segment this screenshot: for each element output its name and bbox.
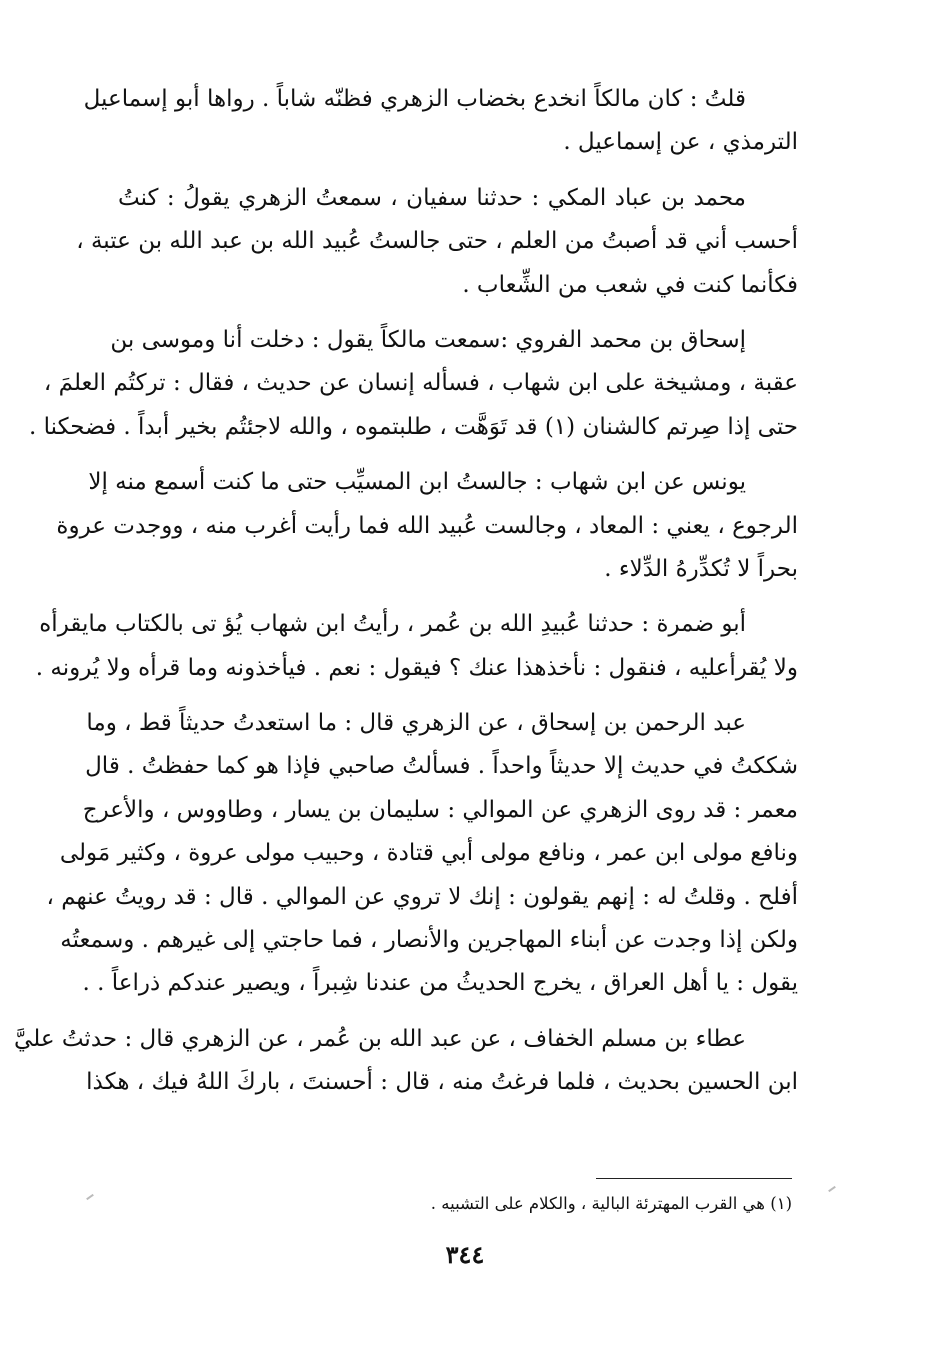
scan-mark bbox=[86, 1194, 94, 1200]
text-line: أحسب أني قد أصبتُ من العلم ، حتى جالستُ عُبيد الله بن عبد الله بن عتبة ، bbox=[76, 228, 798, 255]
paragraph bbox=[29, 319, 798, 449]
text-line: يقول : يا أهل العراق ، يخرج الحديثُ من عندنا شِبراً ، ويصير عندكم ذراعاً . . bbox=[82, 970, 798, 997]
text-line: فكأنما كنت في شعب من الشِّعاب . bbox=[462, 271, 798, 298]
paragraph bbox=[76, 177, 798, 307]
text-line: بحراً لا تُكدِّرهُ الدِّلاء . bbox=[604, 555, 798, 582]
text-line: قلتُ : كان مالكاً انخدع بخضاب الزهري فظنّه شاباً . رواها أبو إسماعيل bbox=[83, 86, 746, 112]
text-line: محمد بن عباد المكي : حدثنا سفيان ، سمعتُ الزهري يقولُ : كنتُ bbox=[118, 184, 746, 211]
text-line: ونافع مولى ابن عمر ، ونافع مولى أبي قتادة ، وحبيب مولى عروة ، وكثير مَولى bbox=[59, 840, 798, 867]
text-line: عقبة ، ومشيخة على ابن شهاب ، فسأله إنسان عن حديث ، فقال : تركتُم العلمَ ، bbox=[43, 370, 798, 397]
paragraph bbox=[14, 1018, 798, 1105]
paragraph bbox=[83, 78, 798, 165]
text-line: الترمذي ، عن إسماعيل . bbox=[563, 129, 798, 156]
page-number: ٣٤٤ bbox=[445, 1240, 485, 1269]
scan-mark bbox=[828, 1186, 836, 1192]
paragraph bbox=[35, 603, 798, 690]
text-line: ولا يُقرأعليه ، فنقول : نأخذهذا عنك ؟ فيقول : نعم . فيأخذونه وما قرأه ولا يُرونه . bbox=[35, 654, 798, 681]
main-text bbox=[14, 78, 798, 1117]
text-line: معمر : قد روى الزهري عن الموالي : سليمان بن يسار ، وطاووس ، والأعرج bbox=[82, 796, 798, 823]
text-line: إسحاق بن محمد الفروي :سمعت مالكاً يقول : دخلت أنا وموسى بن bbox=[110, 326, 746, 353]
paragraph bbox=[56, 461, 798, 591]
text-line: يونس عن ابن شهاب : جالستُ ابن المسيِّب حتى ما كنت أسمع منه إلا bbox=[88, 469, 746, 496]
text-line: حتى إذا صِرتم كالشنان (١) قد تَوَهَّت ، طلبتموه ، والله لاجئتُم بخير أبداً . فضحكنا . bbox=[29, 413, 798, 440]
text-line: عطاء بن مسلم الخفاف ، عن عبد الله بن عُمر ، عن الزهري قال : حدثتُ عليَّ bbox=[14, 1025, 746, 1052]
paragraph bbox=[46, 702, 798, 1006]
text-line: أبو ضمرة : حدثنا عُبيدِ الله بن عُمر ، رأيتُ ابن شهاب يُؤ تى بالكتاب مايقرأه bbox=[39, 611, 746, 638]
footnote: (١) هي القرب المهترئة البالية ، والكلام على التشبيه . bbox=[430, 1194, 792, 1213]
footnote-separator bbox=[596, 1178, 792, 1179]
text-line: ابن الحسين بحديث ، فلما فرغتُ منه ، قال : أحسنتَ ، باركَ اللهُ فيك ، هكذا bbox=[86, 1069, 798, 1096]
text-line: شككتُ في حديث إلا حديثاً واحداً . فسألتُ صاحبي فإذا هو كما حفظتُ . قال bbox=[85, 753, 798, 780]
text-line: الرجوع ، يعني : المعاد ، وجالست عُبيد الله فما رأيت أغرب منه ، ووجدت عروة bbox=[56, 512, 798, 539]
text-line: أفلح . وقلتُ له : إنهم يقولون : إنك لا تروي عن الموالي . قال : قد رويتُ عنهم ، bbox=[46, 883, 798, 910]
text-line: عبد الرحمن بن إسحاق ، عن الزهري قال : ما استعدتُ حديثاً قط ، وما bbox=[86, 710, 746, 737]
text-line: ولكن إذا وجدت عن أبناء المهاجرين والأنصار ، فما حاجتي إلى غيرهم . وسمعتُه bbox=[60, 927, 798, 954]
